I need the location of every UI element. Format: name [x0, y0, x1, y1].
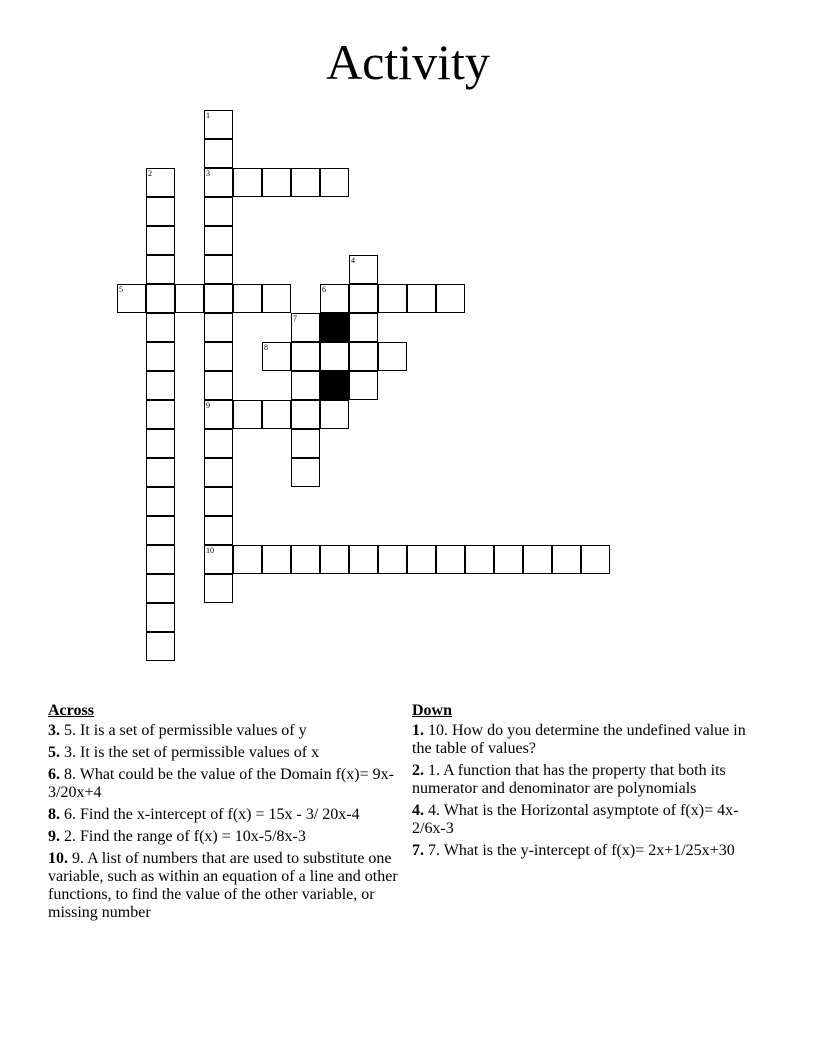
grid-cell[interactable]: [233, 545, 262, 574]
across-clue: [48, 828, 408, 846]
down-clue: [412, 802, 752, 838]
grid-cell[interactable]: [291, 168, 320, 197]
puzzle-title: Activity: [326, 34, 490, 90]
grid-cell[interactable]: [494, 545, 523, 574]
grid-cell[interactable]: [146, 400, 175, 429]
cell-number: 3: [206, 169, 210, 178]
clue-text: 5. It is a set of permissible values of y: [60, 722, 307, 739]
grid-cell[interactable]: [349, 371, 378, 400]
grid-cell[interactable]: [146, 574, 175, 603]
down-clue: [412, 842, 752, 860]
grid-cell[interactable]: [204, 284, 233, 313]
clue-text: 8. What could be the value of the Domain f(x)= 9x-3/20x+4: [48, 766, 394, 801]
grid-cell[interactable]: [204, 516, 233, 545]
grid-cell[interactable]: [378, 284, 407, 313]
grid-cell[interactable]: [146, 284, 175, 313]
cell-number: 7: [293, 314, 297, 323]
down-clue: [412, 762, 752, 798]
cell-number: 5: [119, 285, 123, 294]
across-clue-list: [48, 722, 408, 922]
grid-cell[interactable]: [262, 545, 291, 574]
clue-text: 2. Find the range of f(x) = 10x-5/8x-3: [60, 828, 306, 845]
grid-cell[interactable]: [233, 168, 262, 197]
grid-cell[interactable]: [262, 168, 291, 197]
cell-number: 9: [206, 401, 210, 410]
grid-cell[interactable]: [233, 400, 262, 429]
grid-cell[interactable]: [233, 284, 262, 313]
grid-cell[interactable]: [204, 400, 233, 429]
grid-cell[interactable]: [407, 284, 436, 313]
grid-cell[interactable]: [204, 487, 233, 516]
grid-cell[interactable]: [436, 284, 465, 313]
grid-cell[interactable]: [204, 313, 233, 342]
grid-cell[interactable]: [146, 458, 175, 487]
grid-cell[interactable]: [320, 284, 349, 313]
across-clue: [48, 722, 408, 740]
across-clue: [48, 744, 408, 762]
cell-number: 1: [206, 111, 210, 120]
grid-cell[interactable]: [320, 545, 349, 574]
clue-number: 5.: [48, 744, 60, 761]
grid-cell[interactable]: [291, 545, 320, 574]
grid-cell[interactable]: [349, 313, 378, 342]
grid-cell[interactable]: [146, 516, 175, 545]
grid-cell[interactable]: [320, 342, 349, 371]
grid-cell[interactable]: [146, 226, 175, 255]
grid-cell[interactable]: [146, 371, 175, 400]
clue-number: 3.: [48, 722, 60, 739]
clue-number: 1.: [412, 722, 424, 739]
across-clue: [48, 766, 408, 802]
grid-cell[interactable]: [407, 545, 436, 574]
grid-cell[interactable]: [378, 342, 407, 371]
grid-cell[interactable]: [146, 313, 175, 342]
grid-cell[interactable]: [320, 400, 349, 429]
grid-cell[interactable]: [146, 429, 175, 458]
cell-number: 2: [148, 169, 152, 178]
clue-text: 1. A function that has the property that both its numerator and denominator are polynomials: [412, 762, 726, 797]
across-clue: [48, 806, 408, 824]
cell-number: 6: [322, 285, 326, 294]
clue-number: 2.: [412, 762, 424, 779]
clue-number: 7.: [412, 842, 424, 859]
grid-cell[interactable]: [175, 284, 204, 313]
grid-cell[interactable]: [146, 255, 175, 284]
black-cell: [320, 371, 349, 400]
grid-cell[interactable]: [204, 168, 233, 197]
across-clue: [48, 850, 408, 922]
clue-text: 9. A list of numbers that are used to substitute one variable, such as within an equation of a line and other functions, to find the value of the other variable, or missing number: [48, 850, 398, 921]
grid-cell[interactable]: [117, 284, 146, 313]
grid-cell[interactable]: [523, 545, 552, 574]
cell-number: 10: [206, 546, 214, 555]
grid-cell[interactable]: [146, 603, 175, 632]
grid-cell[interactable]: [291, 400, 320, 429]
clue-text: 4. What is the Horizontal asymptote of f(x)= 4x-2/6x-3: [412, 802, 739, 837]
clue-number: 10.: [48, 850, 68, 867]
clue-text: 7. What is the y-intercept of f(x)= 2x+1/25x+30: [424, 842, 735, 859]
grid-cell[interactable]: [262, 400, 291, 429]
down-clues: [412, 702, 752, 864]
grid-cell[interactable]: [146, 197, 175, 226]
grid-cell[interactable]: [204, 545, 233, 574]
grid-cell[interactable]: [146, 168, 175, 197]
cell-number: 8: [264, 343, 268, 352]
grid-cell[interactable]: [204, 197, 233, 226]
clue-number: 9.: [48, 828, 60, 845]
down-heading: Down: [412, 702, 453, 719]
grid-cell[interactable]: [146, 545, 175, 574]
clue-number: 6.: [48, 766, 60, 783]
grid-cell[interactable]: [349, 342, 378, 371]
grid-cell[interactable]: [204, 458, 233, 487]
grid-cell[interactable]: [204, 110, 233, 139]
grid-cell[interactable]: [320, 168, 349, 197]
down-clue-list: [412, 722, 752, 860]
grid-cell[interactable]: [552, 545, 581, 574]
grid-cell[interactable]: [349, 545, 378, 574]
grid-cell[interactable]: [204, 342, 233, 371]
black-cell: [320, 313, 349, 342]
across-clues: [48, 702, 408, 926]
grid-cell[interactable]: [291, 313, 320, 342]
grid-cell[interactable]: [204, 371, 233, 400]
grid-cell[interactable]: [204, 574, 233, 603]
across-heading: Across: [48, 702, 94, 719]
grid-cell[interactable]: [204, 226, 233, 255]
grid-cell[interactable]: [204, 429, 233, 458]
clue-text: 6. Find the x-intercept of f(x) = 15x - 3/ 20x-4: [60, 806, 360, 823]
grid-cell[interactable]: [349, 255, 378, 284]
down-clue: [412, 722, 752, 758]
grid-cell[interactable]: [146, 632, 175, 661]
grid-cell[interactable]: [291, 458, 320, 487]
clue-number: 4.: [412, 802, 424, 819]
grid-cell[interactable]: [378, 545, 407, 574]
grid-cell[interactable]: [291, 342, 320, 371]
grid-cell[interactable]: [581, 545, 610, 574]
grid-cell[interactable]: [262, 284, 291, 313]
grid-cell[interactable]: [465, 545, 494, 574]
clue-number: 8.: [48, 806, 60, 823]
clue-text: 3. It is the set of permissible values of x: [60, 744, 320, 761]
grid-cell[interactable]: [204, 255, 233, 284]
grid-cell[interactable]: [146, 342, 175, 371]
clue-text: 10. How do you determine the undefined value in the table of values?: [412, 722, 746, 757]
grid-cell[interactable]: [146, 487, 175, 516]
cell-number: 4: [351, 256, 355, 265]
grid-cell[interactable]: [349, 284, 378, 313]
grid-cell[interactable]: [436, 545, 465, 574]
grid-cell[interactable]: [291, 371, 320, 400]
grid-cell[interactable]: [291, 429, 320, 458]
grid-cell[interactable]: [262, 342, 291, 371]
grid-cell[interactable]: [204, 139, 233, 168]
